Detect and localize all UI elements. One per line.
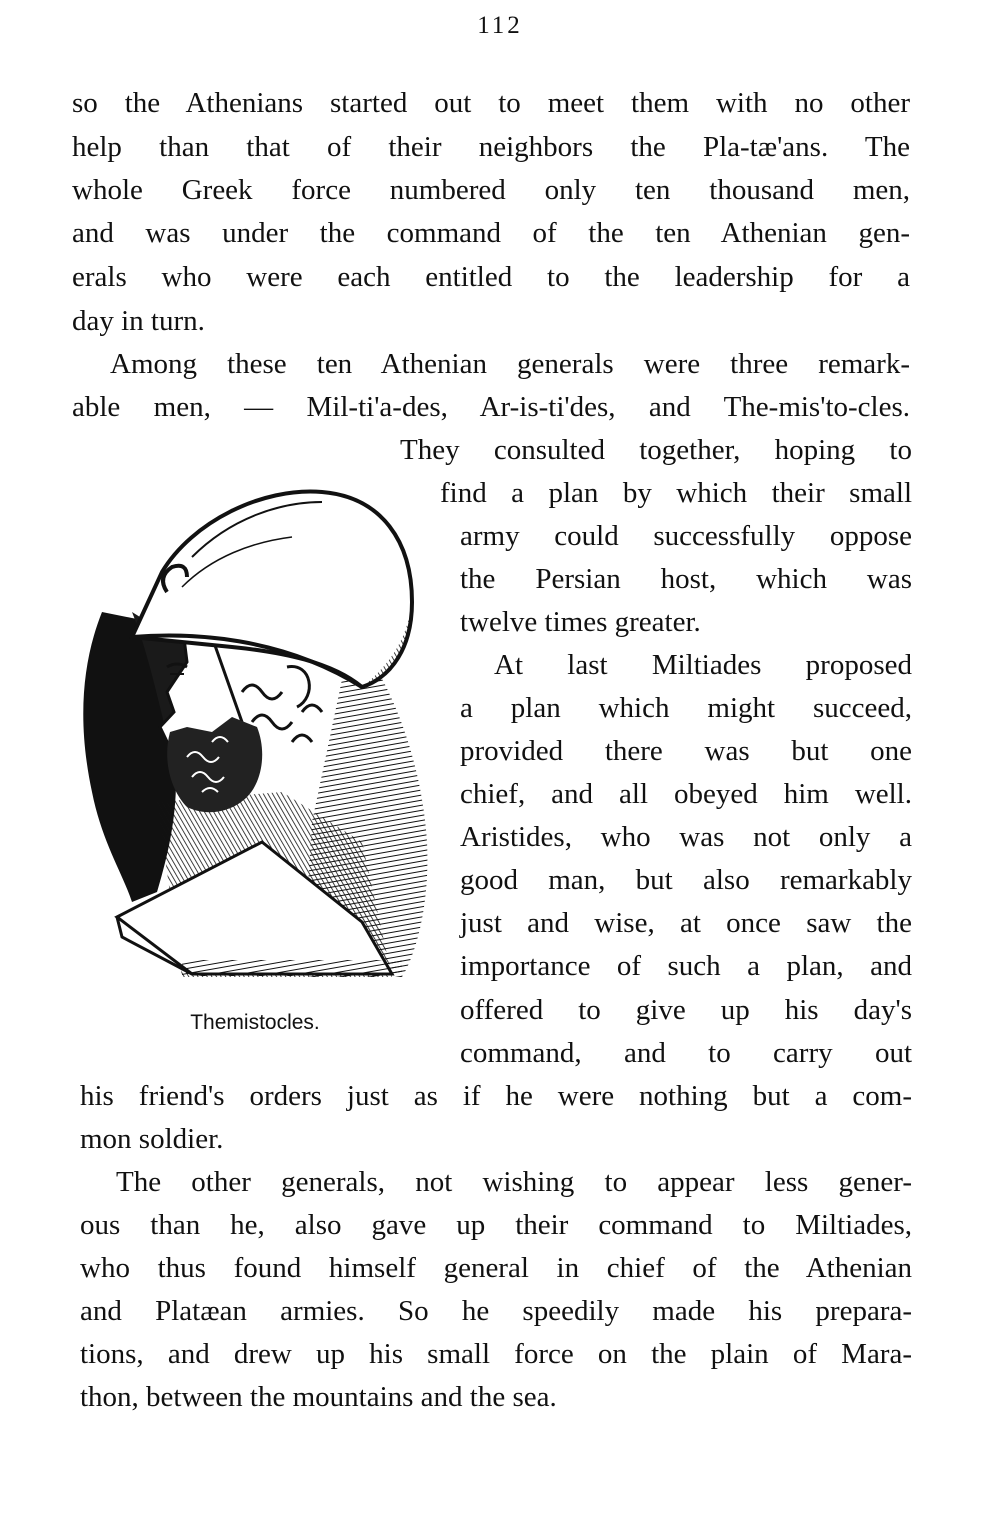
text-line: find a plan by which their small bbox=[440, 477, 912, 509]
text-line: mon soldier. bbox=[80, 1123, 224, 1155]
text-line: his friend's orders just as if he were nothing but a com- bbox=[80, 1080, 912, 1112]
text-line: thon, between the mountains and the sea. bbox=[80, 1381, 557, 1413]
text-line: They consulted together, hoping to bbox=[400, 434, 912, 466]
text-line: good man, but also remarkably bbox=[460, 864, 912, 896]
text-line: importance of such a plan, and bbox=[460, 950, 912, 982]
text-line: and was under the command of the ten Athenian gen- bbox=[72, 217, 910, 249]
text-line: Aristides, who was not only a bbox=[460, 821, 912, 853]
text-line: whole Greek force numbered only ten thousand men, bbox=[72, 174, 910, 206]
text-line: so the Athenians started out to meet them with no other bbox=[72, 87, 910, 119]
text-line: able men, — Mil-ti'a-des, Ar-is-ti'des, and The-mis'to-cles. bbox=[72, 391, 910, 423]
text-line: a plan which might succeed, bbox=[460, 692, 912, 724]
text-line: day in turn. bbox=[72, 305, 205, 337]
text-line: who thus found himself general in chief of the Athenian bbox=[80, 1252, 912, 1284]
text-line: erals who were each entitled to the leadership for a bbox=[72, 261, 910, 293]
text-line: just and wise, at once saw the bbox=[460, 907, 912, 939]
text-line: army could successfully oppose bbox=[460, 520, 912, 552]
text-line: tions, and drew up his small force on the plain of Mara- bbox=[80, 1338, 912, 1370]
text-line: The other generals, not wishing to appear less gener- bbox=[116, 1166, 912, 1198]
themistocles-portrait bbox=[62, 462, 442, 987]
illustration-caption: Themistocles. bbox=[190, 1011, 320, 1034]
text-line: Among these ten Athenian generals were three remark- bbox=[110, 348, 910, 380]
text-line: offered to give up his day's bbox=[460, 994, 912, 1026]
text-line: the Persian host, which was bbox=[460, 563, 912, 595]
text-line: and Platæan armies. So he speedily made his prepara- bbox=[80, 1295, 912, 1327]
text-line: help than that of their neighbors the Pla-tæ'ans. The bbox=[72, 131, 910, 163]
text-line: chief, and all obeyed him well. bbox=[460, 778, 912, 810]
page-number: 112 bbox=[477, 12, 523, 39]
text-line: ous than he, also gave up their command to Miltiades, bbox=[80, 1209, 912, 1241]
text-line: twelve times greater. bbox=[460, 606, 701, 638]
text-line: command, and to carry out bbox=[460, 1037, 912, 1069]
text-line: At last Miltiades proposed bbox=[494, 649, 912, 681]
text-line: provided there was but one bbox=[460, 735, 912, 767]
